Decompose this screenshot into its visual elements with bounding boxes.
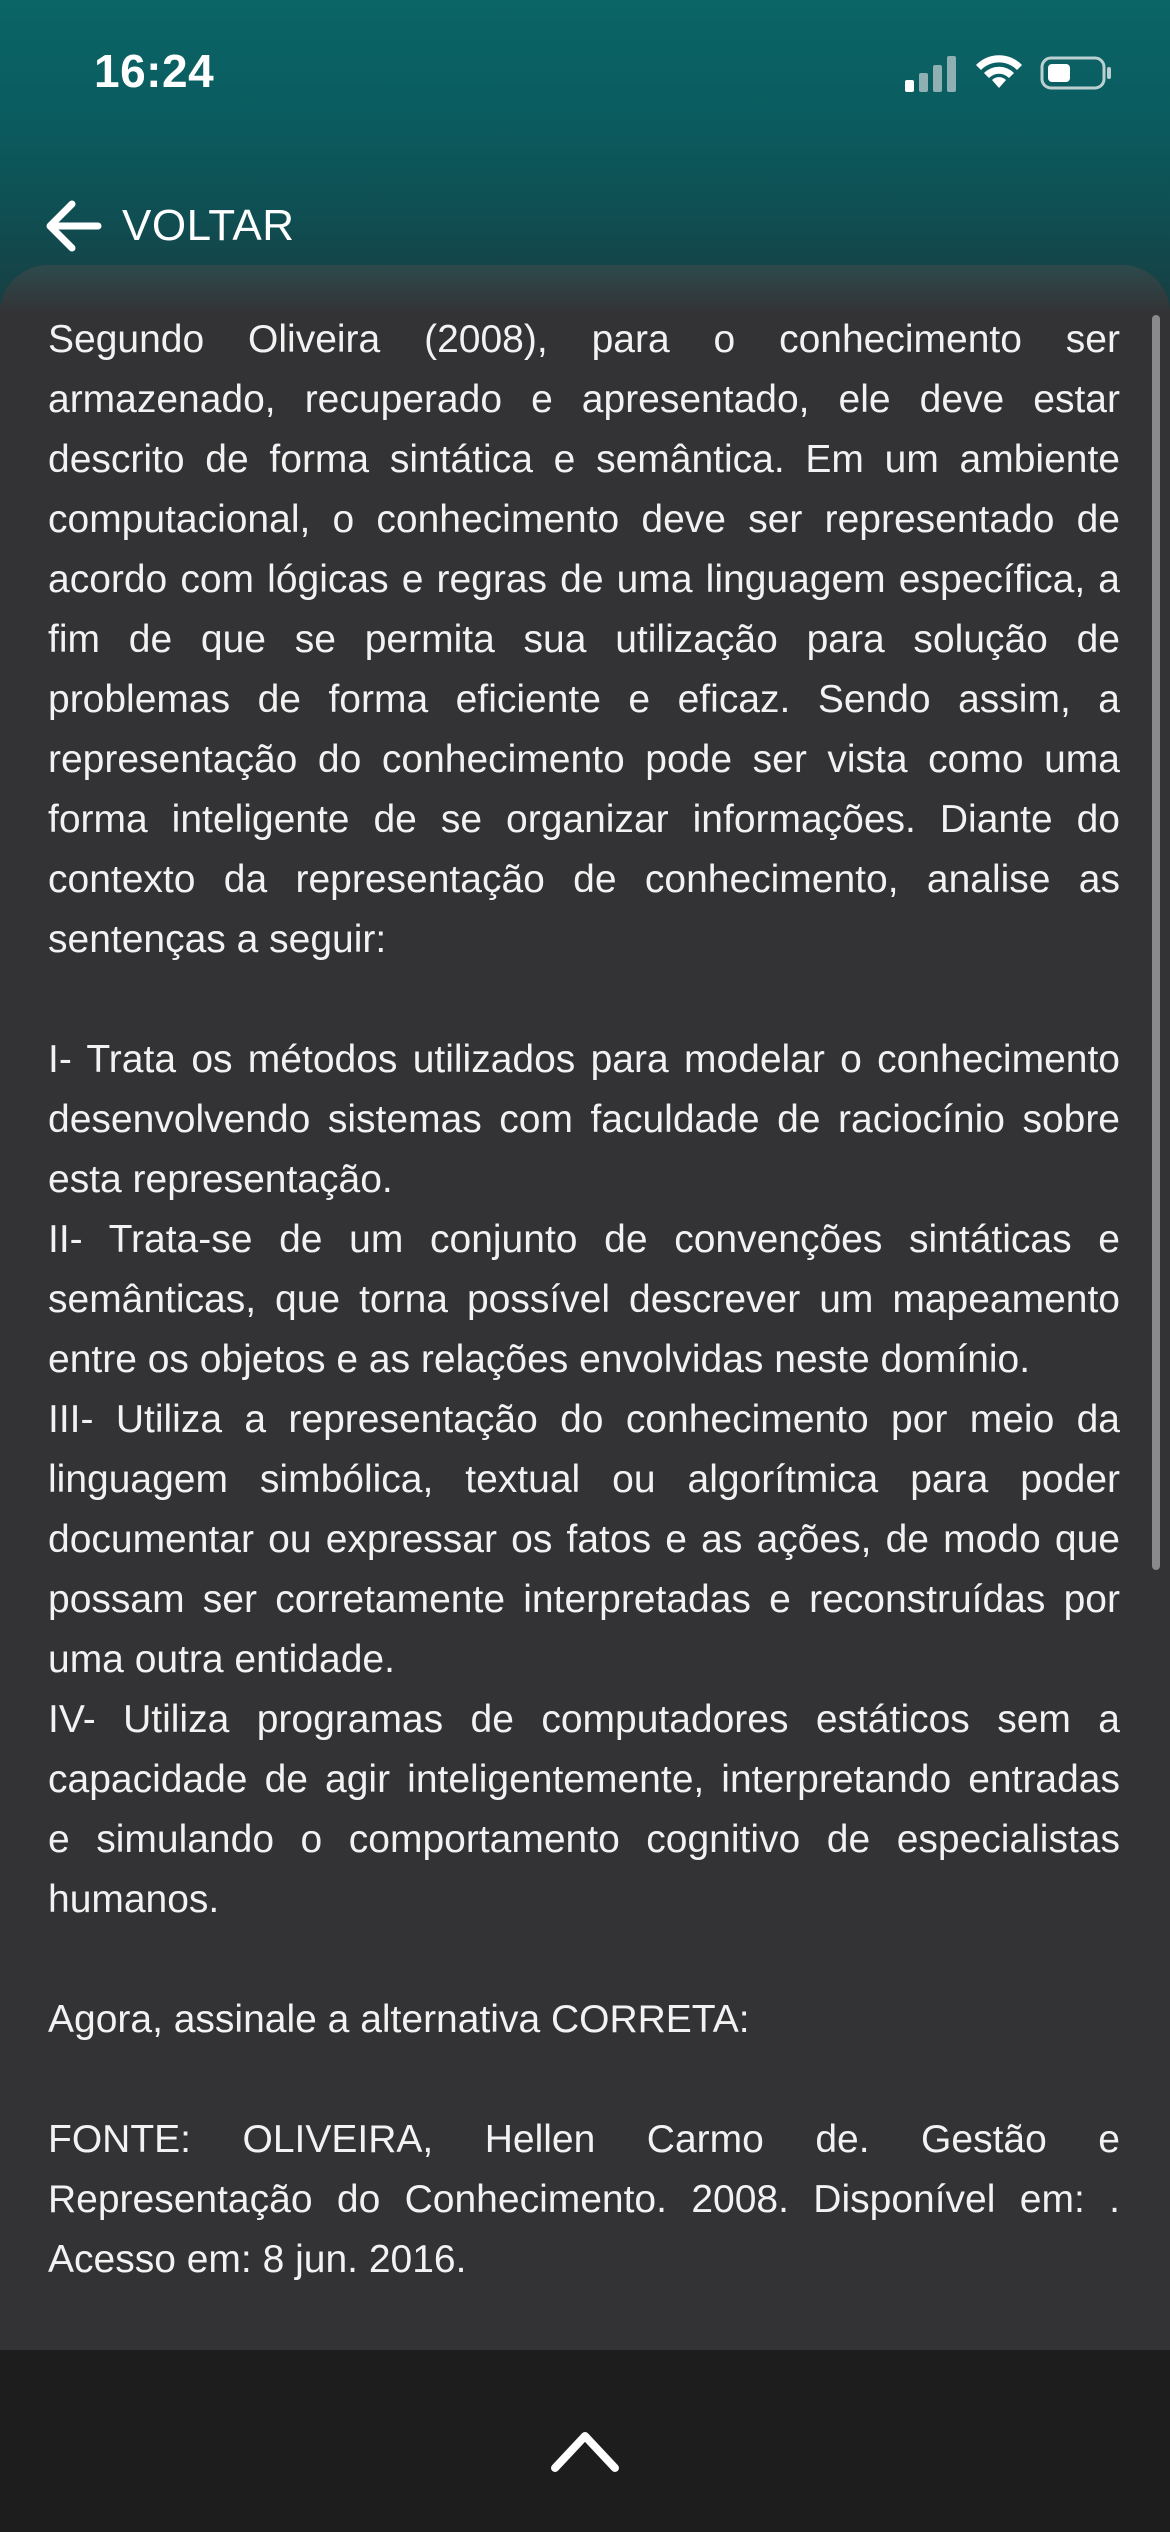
spacer [48,1930,1120,1990]
question-source: FONTE: OLIVEIRA, Hellen Carmo de. Gestão e Representação do Conhecimento. 2008. Disponível em: . Acesso em: 8 jun. 2016. [48,2118,1120,2281]
signal-icon [905,56,957,92]
header [0,0,1170,310]
statement-2: II- Trata-se de um conjunto de convenções sintáticas e semânticas, que torna possível descrever um mapeamento entre os objetos e as relações envolvidas neste domínio. [48,1218,1120,1381]
chevron-up-icon[interactable] [545,2420,625,2480]
wifi-icon [975,52,1023,92]
nav-bar [0,180,600,270]
status-time: 16:24 [94,45,215,97]
statement-4: IV- Utiliza programas de computadores estáticos sem a capacidade de agir inteligentemente, interpretando entradas e simulando o comportamento cognitivo de especialistas humanos. [48,1698,1120,1921]
statement-3: III- Utiliza a representação do conhecimento por meio da linguagem simbólica, textual ou algorítmica para poder documentar ou expressar os fatos e as ações, de modo que possam ser corretamente interpretadas e reconstruídas por uma outra entidade. [48,1398,1120,1681]
arrow-left-icon [44,198,102,254]
statement-1: I- Trata os métodos utilizados para modelar o conhecimento desenvolvendo sistemas com faculdade de raciocínio sobre esta representação. [48,1038,1120,1201]
scrollbar[interactable] [1152,315,1160,1570]
question-prompt: Agora, assinale a alternativa CORRETA: [48,1998,750,2041]
spacer [48,2050,1120,2110]
spacer [48,970,1120,1030]
back-label: VOLTAR [122,201,295,250]
question-text [48,310,1120,2290]
question-intro: Segundo Oliveira (2008), para o conhecimento ser armazenado, recuperado e apresentado, ele deve estar descrito de forma sintática e semântica. Em um ambiente computacional, o conhecimento deve ser representado de acordo com lógicas e regras de uma linguagem específica, a fim de que se permita sua utilização para solução de problemas de forma eficiente e eficaz. Sendo assim, a representação do conhecimento pode ser vista como uma forma inteligente de se organizar informações. Diante do contexto da representação de conhecimento, analise as sentenças a seguir: [48,318,1120,961]
question-content [0,265,1170,2345]
status-bar [0,0,1170,150]
battery-icon [1040,55,1112,91]
bottom-bar [0,2350,1170,2532]
back-button[interactable] [44,196,295,256]
